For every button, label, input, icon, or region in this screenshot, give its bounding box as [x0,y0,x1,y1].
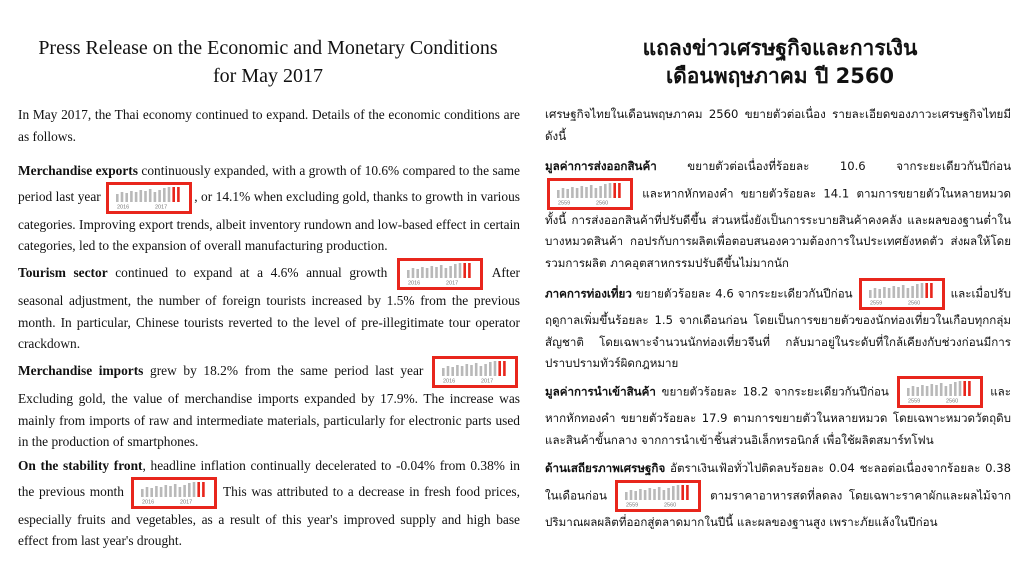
export-growth-sparkline [106,182,192,214]
sparkline-bar [149,189,152,202]
sparkline-bar [649,488,652,500]
sparkline-bar [121,192,124,202]
sparkline-bar [440,265,443,278]
sparkline-bar [168,187,171,202]
sparkline-bar [442,368,445,376]
sparkline-bar [883,287,886,298]
sparkline-bar [159,487,162,497]
sparkline-bar [869,290,872,298]
thai-import-growth-sparkline [897,376,983,408]
sparkline-bar [444,268,447,278]
thai-intro: เศรษฐกิจไทยในเดือนพฤษภาคม 2560 ขยายตัวต่อเนื่อง รายละเอียดของภาวะเศรษฐกิจไทยมีดังนี้ [545,107,1011,143]
sparkline-bar [663,490,666,500]
sparkline-bar [435,267,438,278]
sparkline-bar [916,387,919,396]
thai-export-growth-sparkline [547,178,633,210]
sparkline-year-label: 2560 [907,300,920,305]
sparkline-bar [585,187,588,198]
sparkline-year-label: 2017 [179,499,192,504]
thai-imports-paragraph: มูลค่าการนำเข้าสินค้า ขยายตัวร้อยละ 18.2 จากระยะเดียวกันปีก่อน 2559 2560 และหากหักทองคำ ขยายตัวร้อยละ 17.9 ตามการขยายตัวในหลายหมวด โดยเฉพาะหมวดวัตถุดิบและสินค้าขั้นกลาง จากการนำเข้าชิ้นส่วนอิเล็กทรอนิกส์ เพื่อใช้ผลิตสมาร์ทโฟน [545,376,1011,451]
sparkline-bar [630,490,633,500]
sparkline-bar [456,365,459,376]
sparkline-year-label: 2559 [558,200,571,205]
sparkline-graphic [404,263,476,285]
sparkline-bar [887,288,890,298]
sparkline-bar [581,186,584,198]
sparkline-bar [489,362,492,376]
sparkline-graphic [439,361,511,383]
sparkline-bar [169,486,172,497]
sparkline-bar [475,363,478,376]
sparkline-bar [135,192,138,202]
inflation-sparkline [131,477,217,509]
sparkline-bar [163,188,166,202]
sparkline-bar [897,287,900,298]
sparkline-bar [911,286,914,298]
sparkline-bar [613,183,616,198]
sparkline-bar [164,485,167,497]
sparkline-bar [484,364,487,376]
sparkline-bar [416,269,419,278]
sparkline-bar [618,183,621,198]
sparkline-bar [159,190,162,202]
sparkline-graphic [138,482,210,504]
sparkline-bar [878,289,881,298]
sparkline-bar [644,490,647,500]
sparkline-bar [682,485,685,500]
sparkline-bar [925,283,928,298]
sparkline-year-label: 2559 [626,502,639,507]
sparkline-bar [640,489,643,500]
sparkline-bar [906,288,909,298]
sparkline-bar [480,366,483,376]
sparkline-bar [930,384,933,396]
sparkline-bar [503,361,506,376]
sparkline-year-label: 2560 [945,398,958,403]
sparkline-graphic [622,485,694,507]
sparkline-bar [463,263,466,278]
english-intro: In May 2017, the Thai economy continued to expand. Details of the economic conditions are as follows. [18,107,520,144]
sparkline-bar [150,488,153,497]
sparkline-bar [430,266,433,278]
sparkline-bar [141,489,144,497]
sparkline-bar [944,386,947,396]
sparkline-bar [192,482,195,497]
sparkline-bar [590,185,593,198]
sparkline-year-label: 2016 [443,378,456,383]
sparkline-year-label: 2559 [869,300,882,305]
sparkline-bar [949,384,952,396]
sparkline-bar [687,485,690,500]
sparkline-year-label: 2016 [117,204,130,209]
sparkline-bar [604,184,607,198]
sparkline-bar [916,284,919,298]
sparkline-graphic [866,283,938,305]
sparkline-bar [658,487,661,500]
sparkline-bar [892,286,895,298]
sparkline-bar [930,283,933,298]
thai-title: แถลงข่าวเศรษฐกิจและการเงิน เดือนพฤษภาคม ปี 2560 [642,36,918,88]
sparkline-bar [625,492,628,500]
sparkline-year-label: 2016 [407,280,421,285]
sparkline-year-label: 2560 [664,502,677,507]
sparkline-bar [173,484,176,497]
sparkline-bar [902,285,905,298]
sparkline-graphic [554,183,626,205]
english-stability-paragraph: On the stability front, headline inflation continually decelerated to -0.04% from 0.38% in the previous month 2016 2017 This was attributed to a decrease in fresh food prices, especially fruits and vegetables, as a result of this year's improved supply and high base effect from last year's drought. [18,458,520,548]
sparkline-bar [571,187,574,198]
sparkline-bar [873,288,876,298]
tourism-growth-sparkline [397,258,483,290]
sparkline-bar [126,193,129,202]
sparkline-bar [566,189,569,198]
sparkline-bar [562,188,565,198]
sparkline-year-label: 2016 [141,499,154,504]
sparkline-bar [958,381,961,396]
sparkline-bar [968,381,971,396]
sparkline-bar [939,383,942,396]
english-imports-paragraph: Merchandise imports grew by 18.2% from the same period last year 2016 2017 Excluding gold, the value of merchandise imports expanded by 17.9%. The increase was mainly from imports of raw and intermediate materials, particularly for electronic parts used in the production of smartphones. [18,356,520,453]
sparkline-bar [461,366,464,376]
sparkline-bar [494,361,497,376]
sparkline-bar [925,386,928,396]
sparkline-year-label: 2017 [155,204,168,209]
sparkline-bar [130,191,133,202]
sparkline-bar [907,388,910,396]
sparkline-bar [672,486,675,500]
sparkline-bar [654,489,657,500]
sparkline-bar [954,382,957,396]
thai-stability-paragraph: ด้านเสถียรภาพเศรษฐกิจ อัตราเงินเฟ้อทั่วไปติดลบร้อยละ 0.04 ชะลอต่อเนื่องจากร้อยละ 0.38 ในเดือนก่อน 2559 2560 ตามราคาอาหารสดที่ลดลง โดยเฉพาะราคาผักและผลไม้จากปริมาณผลผลิตที่ออกสู่ตลาดมากในปีนี้ และผลของฐานสูง เพราะภัยแล้งในปีก่อน [545,461,1011,529]
sparkline-bar [609,183,612,198]
sparkline-bar [412,268,415,278]
sparkline-bar [407,270,410,278]
sparkline-bar [468,263,471,278]
sparkline-bar [140,190,143,202]
thai-exports-paragraph: มูลค่าการส่งออกสินค้า ขยายตัวต่อเนื่องที่ร้อยละ 10.6 จากระยะเดียวกันปีก่อน 2559 2560 และหากหักทองคำ ขยายตัวร้อยละ 14.1 ตามการขยายตัวในหลายหมวด ทั้งนี้ การส่งออกสินค้าที่ปรับดีขึ้น ส่วนหนึ่งยังเป็นการระบายสินค้าคงคลัง และผลของฐานต่ำใน บางหมวดสินค้า กอปรกับการผลิตเพื่อตอบสนองความต้องการในประเทศยังหดตัว ส่งผลให้โดยรวมการผลิต ภาคอุตสาหกรรมปรับดีขึ้นไม่มากนัก [545,159,1011,270]
sparkline-bar [454,264,457,278]
sparkline-bar [447,366,450,376]
sparkline-bar [421,267,424,278]
sparkline-bar [197,482,200,497]
sparkline-bar [963,381,966,396]
sparkline-bar [451,367,454,376]
sparkline-graphic [113,187,185,209]
english-exports-paragraph: Merchandise exports continuously expanded, with a growth of 10.6% compared to the same period last year 2016 2017 , or 14.1% when excluding gold, thanks to growth in various categories. Improving export trends, albeit inventory rundown and low-based effect in certain categories, led to the expansion of overall manufacturing production. [18,163,520,253]
sparkline-bar [911,386,914,396]
import-growth-sparkline [432,356,518,388]
sparkline-graphic [904,381,976,403]
sparkline-bar [459,263,462,278]
sparkline-bar [155,486,158,497]
sparkline-bar [576,188,579,198]
sparkline-bar [921,385,924,396]
sparkline-bar [173,187,176,202]
sparkline-bar [144,191,147,202]
sparkline-bar [188,483,191,497]
sparkline-bar [920,283,923,298]
english-tourism-paragraph: Tourism sector continued to expand at a 4.6% annual growth 2016 2017 After seasonal adjustment, the number of foreign tourists increased by 1.5% from the previous month. In particular, Chinese tourists reverted to the level of pre-illegitimate tour operator crackdown. [18,258,520,355]
sparkline-year-label: 2559 [907,398,920,403]
sparkline-bar [116,194,119,202]
sparkline-bar [498,361,501,376]
sparkline-bar [635,491,638,500]
thai-inflation-sparkline [615,480,701,512]
sparkline-bar [145,487,148,497]
sparkline-bar [426,268,429,278]
english-title: Press Release on the Economic and Monetary Conditions for May 2017 [38,37,498,87]
sparkline-bar [935,385,938,396]
sparkline-bar [154,192,157,202]
sparkline-bar [178,487,181,497]
sparkline-bar [470,365,473,376]
thai-tourism-growth-sparkline [859,278,945,310]
sparkline-bar [668,488,671,500]
sparkline-bar [557,190,560,198]
sparkline-bar [599,186,602,198]
thai-tourism-paragraph: ภาคการท่องเที่ยว ขยายตัวร้อยละ 4.6 จากระยะเดียวกันปีก่อน 2559 2560 และเมื่อปรับฤดูกาลเพิ่มขึ้นร้อยละ 1.5 จากเดือนก่อน โดยเป็นการขยายตัวของนักท่องเที่ยวในเกือบทุกกลุ่มสัญชาติ โดยเฉพาะจำนวนนักท่องเที่ยวจีนที่ กลับมาอยู่ในระดับที่ใกล้เคียงกับช่วงก่อนมีการปราบปรามทัวร์ผิดกฎหมาย [545,278,1011,375]
sparkline-bar [183,485,186,497]
sparkline-bar [202,482,205,497]
sparkline-bar [595,188,598,198]
sparkline-bar [677,485,680,500]
sparkline-year-label: 2560 [596,200,609,205]
sparkline-bar [177,187,180,202]
sparkline-bar [466,364,469,376]
sparkline-bar [449,266,452,278]
sparkline-year-label: 2017 [481,378,494,383]
sparkline-year-label: 2017 [445,280,459,285]
